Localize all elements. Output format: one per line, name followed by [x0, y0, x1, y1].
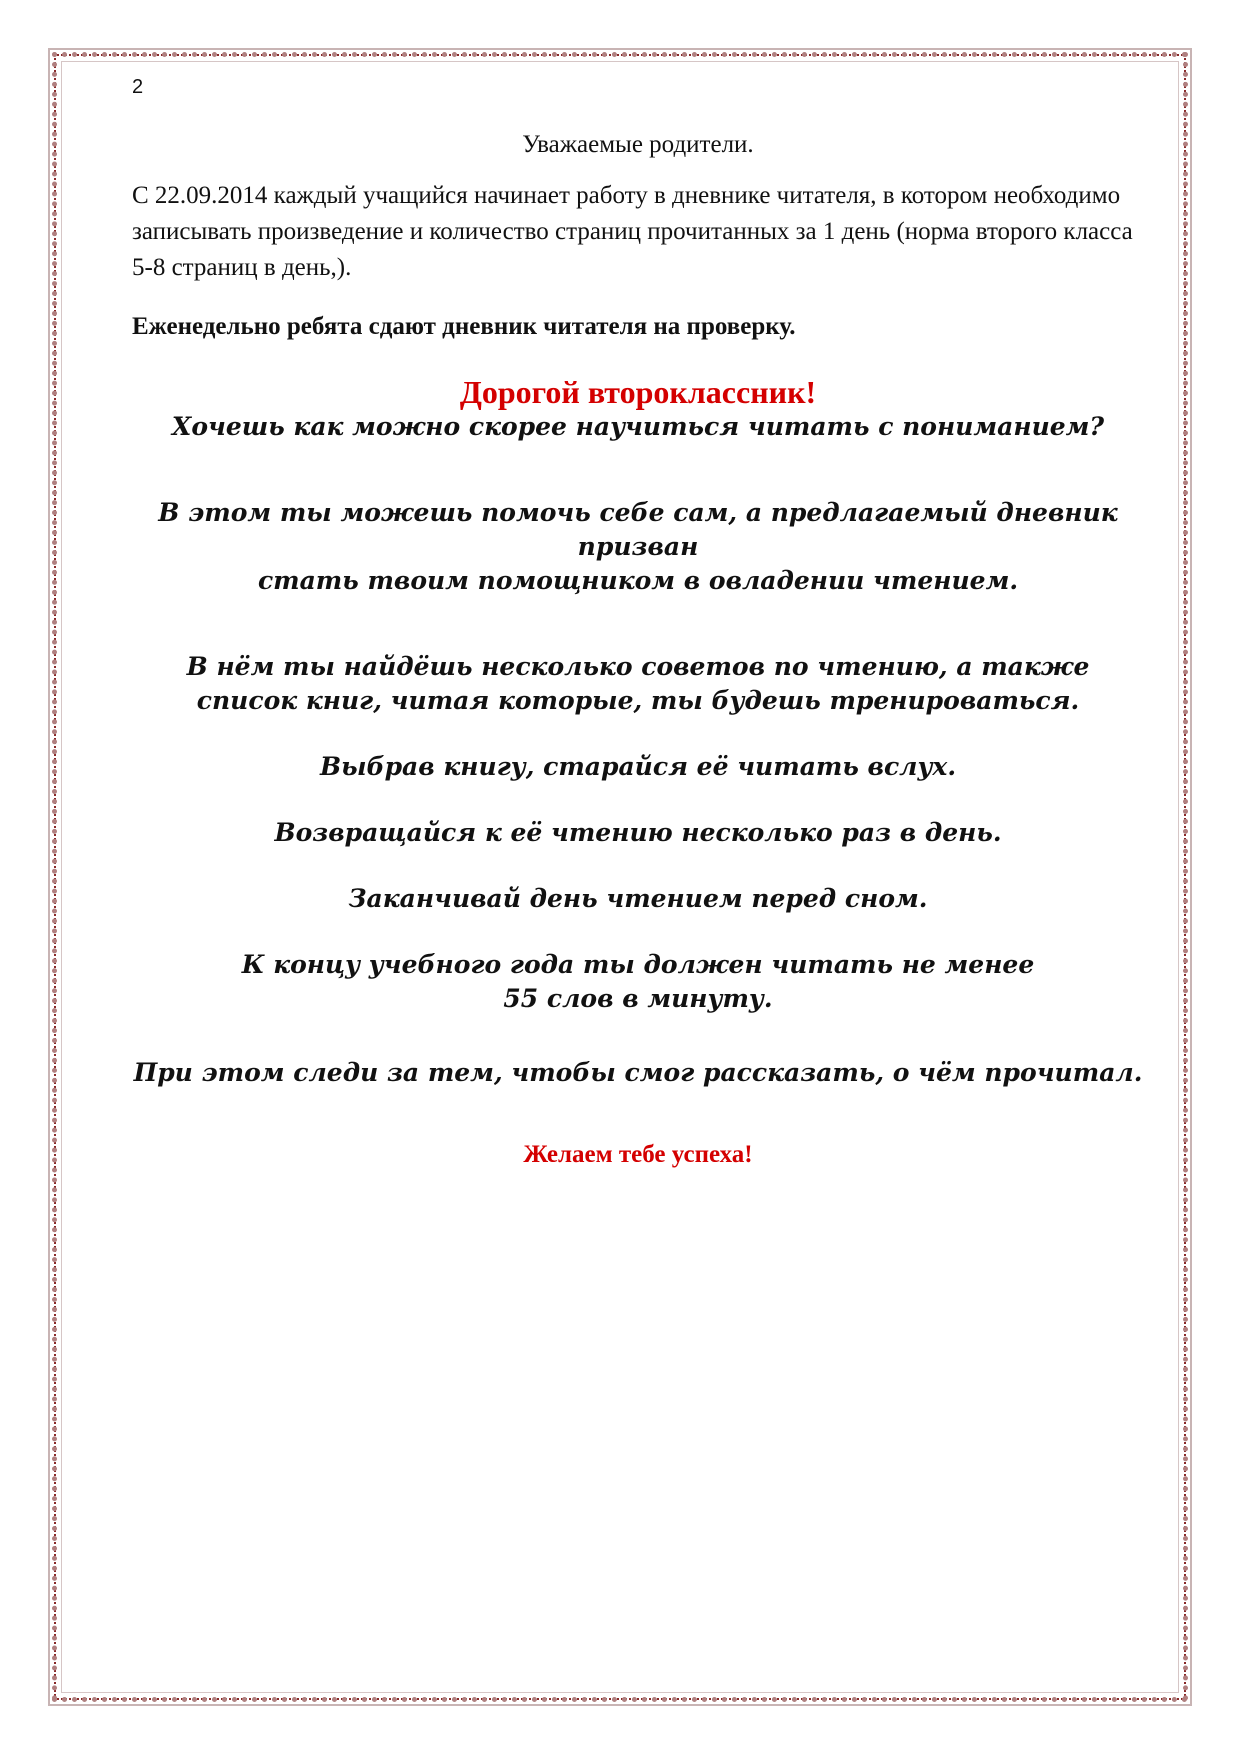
tip-bedtime-reading: Заканчивай день чтением перед сном. [348, 884, 928, 913]
reading-goal-paragraph [132, 948, 1144, 1016]
tip-repeat-reading: Возвращайся к её чтению несколько раз в день. [274, 818, 1002, 847]
student-address-title: Дорогой второклассник! [459, 374, 817, 410]
good-luck-wish: Желаем тебе успеха! [523, 1141, 753, 1168]
weekly-check-note: Еженедельно ребята сдают дневник читателя на проверку. [132, 313, 796, 340]
reading-goal-line: 55 слов в минуту. [503, 984, 773, 1013]
reading-goal-line: К концу учебного года ты должен читать не менее [241, 950, 1035, 979]
advice-paragraph [132, 650, 1144, 718]
page-number: 2 [132, 76, 144, 98]
parents-greeting: Уважаемые родители. [522, 131, 754, 158]
document-body [132, 128, 1144, 1172]
help-paragraph [132, 496, 1144, 598]
retell-tip: При этом следи за тем, чтобы смог рассказать, о чём прочитал. [133, 1058, 1143, 1087]
intro-paragraph: С 22.09.2014 каждый учащийся начинает работу в дневнике читателя, в котором необходимо записывать произведение и количество страниц прочитанных за 1 день (норма второго класса 5-8 страниц в день,). [132, 182, 1133, 281]
advice-line: В нём ты найдёшь несколько советов по чтению, а также [186, 652, 1090, 681]
help-line: стать твоим помощником в овладении чтением. [257, 566, 1019, 595]
help-line: В этом ты можешь помочь себе сам, а предлагаемый дневник призван [158, 498, 1118, 561]
advice-line: список книг, читая которые, ты будешь тренироваться. [196, 686, 1080, 715]
tip-read-aloud: Выбрав книгу, старайся её читать вслух. [319, 752, 957, 781]
question-line: Хочешь как можно скорее научиться читать с пониманием? [171, 412, 1105, 441]
